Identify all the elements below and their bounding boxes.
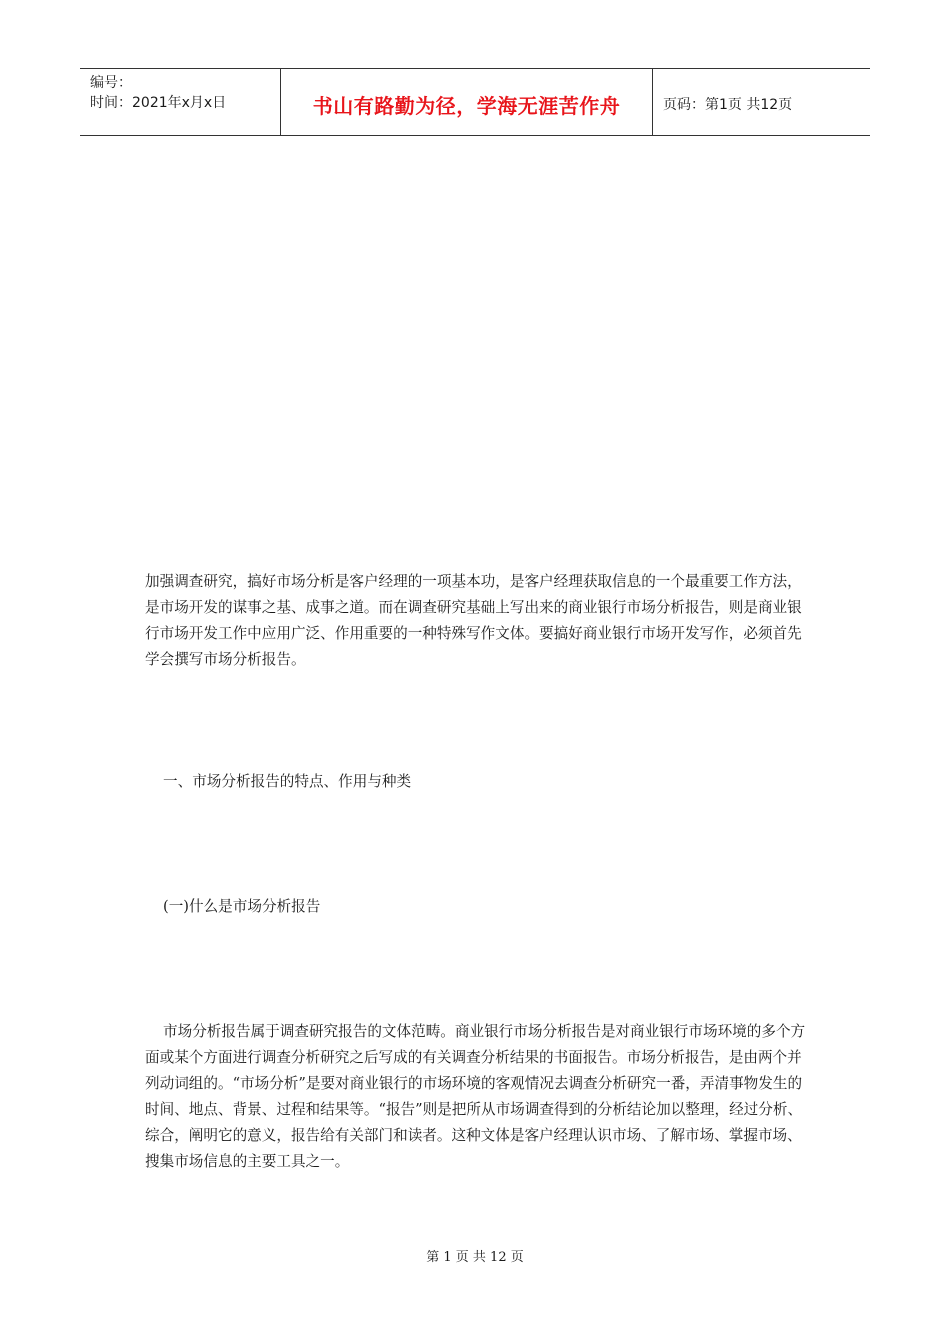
document-time: 时间：2021年x月x日 — [90, 95, 227, 111]
document-number-label: 编号： — [90, 75, 132, 91]
page-footer: 第 1 页 共 12 页 — [426, 1250, 524, 1265]
header-meta — [80, 69, 281, 135]
page-header — [80, 68, 870, 136]
section-heading: 一、市场分析报告的特点、作用与种类 — [163, 773, 412, 790]
intro-paragraph: 加强调查研究，搞好市场分析是客户经理的一项基本功，是客户经理获取信息的一个最重要工作方法，是市场开发的谋事之基、成事之道。而在调查研究基础上写出来的商业银行市场分析报告，则是商业银行市场开发工作中应用广泛、作用重要的一种特殊写作文体。要搞好商业银行市场开发写作，必须首先学会撰写市场分析报告。 — [145, 573, 802, 668]
header-page-info: 页码：第1页 共12页 — [663, 97, 793, 113]
header-motto: 书山有路勤为径，学海无涯苦作舟 — [281, 69, 653, 135]
body-paragraph: 市场分析报告属于调查研究报告的文体范畴。商业银行市场分析报告是对商业银行市场环境的多个方面或某个方面进行调查分析研究之后写成的有关调查分析结果的书面报告。市场分析报告，是由两个并列动词组的。“市场分析”是要对商业银行的市场环境的客观情况去调查分析研究一番，弄清事物发生的时间、地点、背景、过程和结果等。“报告”则是把所从市场调查得到的分析结论加以整理，经过分析、综合，阐明它的意义，报告给有关部门和读者。这种文体是客户经理认识市场、了解市场、掌握市场、搜集市场信息的主要工具之一。 — [145, 1023, 806, 1170]
subsection-heading: (一)什么是市场分析报告 — [163, 898, 321, 915]
